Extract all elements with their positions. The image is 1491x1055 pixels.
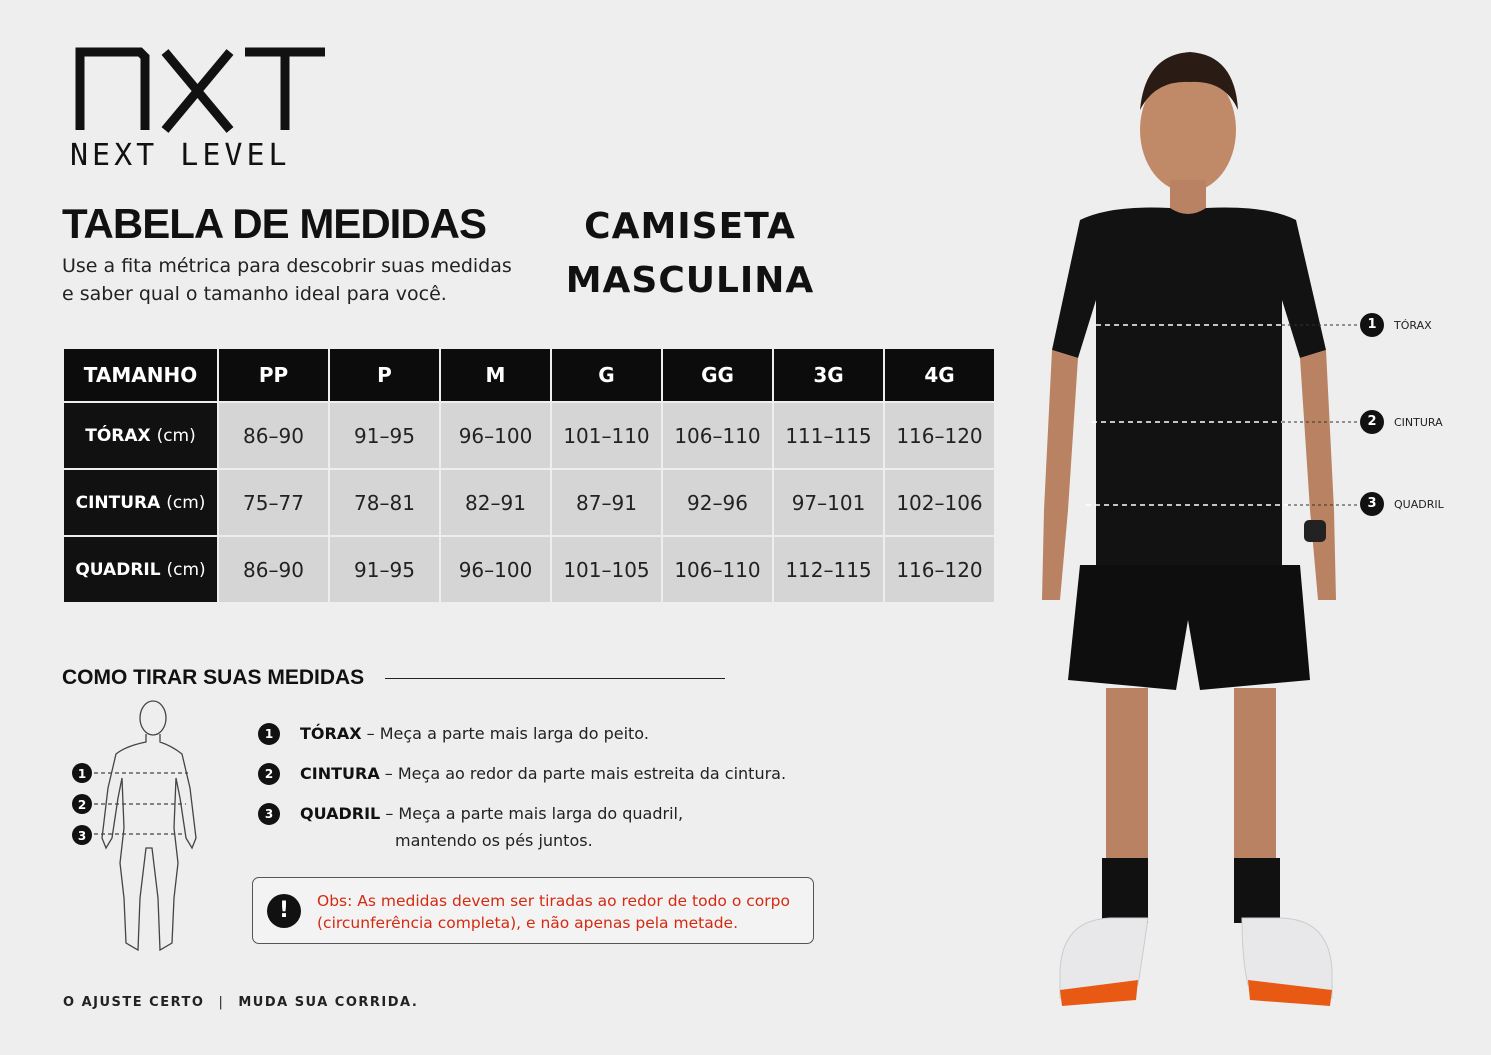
table-cell: 111–115 [773,402,884,469]
model-left-sock [1102,858,1148,923]
step-text [300,720,649,747]
table-cell: 106–110 [662,402,773,469]
size-header: M [440,348,551,402]
table-cell: 116–120 [884,402,995,469]
row-label: TÓRAX [85,425,151,446]
table-corner-header: TAMANHO [63,348,218,402]
logo-letter-x [165,52,230,130]
model-marker-2: 2 [1360,410,1384,434]
observation-box [252,877,814,944]
figure-marker-2 [72,794,92,814]
svg-text:1: 1 [77,767,87,781]
observation-line-2: (circunferência completa), e não apenas pela metade. [317,914,738,932]
exclamation-icon: ! [267,894,301,928]
size-header: GG [662,348,773,402]
size-header: PP [218,348,329,402]
size-header: 4G [884,348,995,402]
model-shorts [1068,565,1310,690]
table-cell: 75–77 [218,469,329,536]
brand-logo [70,40,330,170]
row-unit: (cm) [156,425,196,446]
svg-text:2: 2 [77,798,87,812]
step-desc: – Meça ao redor da parte mais estreita da cintura. [379,764,787,783]
size-header: P [329,348,440,402]
table-cell: 87–91 [551,469,662,536]
product-line-2: MASCULINA [565,260,815,301]
step-text [300,760,786,787]
figure-marker-3 [72,825,92,845]
model-photo [1020,40,1370,1050]
model-label-chest: TÓRAX [1394,319,1432,332]
size-header: 3G [773,348,884,402]
model-right-leg [1234,688,1276,868]
step-name: TÓRAX [300,724,362,743]
table-cell: 106–110 [662,536,773,603]
table-cell: 112–115 [773,536,884,603]
model-label-waist: CINTURA [1394,416,1443,429]
row-header [63,469,218,536]
row-label: CINTURA [75,492,161,513]
model-label-hip: QUADRIL [1394,498,1444,511]
table-cell: 86–90 [218,536,329,603]
logo-subtitle: NEXT LEVEL [70,138,291,170]
logo-letter-n [80,52,145,130]
table-cell: 101–105 [551,536,662,603]
table-row [63,536,995,603]
model-left-leg [1106,688,1148,868]
size-table [62,347,996,604]
svg-text:3: 3 [77,829,87,843]
page-title: TABELA DE MEDIDAS [62,200,486,247]
table-cell: 102–106 [884,469,995,536]
table-row [63,469,995,536]
table-cell: 116–120 [884,536,995,603]
step-number: 2 [258,763,280,785]
model-neck [1170,180,1206,215]
product-line-1: CAMISETA [584,206,796,247]
body-outline-figure [66,698,216,960]
footer-slogan [63,995,418,1010]
page-subtitle [62,252,552,308]
model-marker-1: 1 [1360,313,1384,337]
row-unit: (cm) [166,492,206,513]
table-row [63,402,995,469]
model-shirt [1052,208,1326,569]
model-right-sock [1234,858,1280,923]
model-right-arm [1300,350,1336,600]
step-number: 1 [258,723,280,745]
step-desc: – Meça a parte mais larga do quadril, [380,804,684,823]
slogan-separator: | [218,995,225,1010]
product-name [560,200,820,308]
table-cell: 92–96 [662,469,773,536]
model-left-arm [1042,350,1078,600]
step-text [300,800,683,827]
table-cell: 82–91 [440,469,551,536]
model-watch [1304,520,1326,542]
table-header-row [63,348,995,402]
how-to-title: COMO TIRAR SUAS MEDIDAS [62,666,365,689]
figure-marker-1 [72,763,92,783]
observation-text [317,890,807,934]
row-unit: (cm) [166,559,206,580]
table-cell: 91–95 [329,536,440,603]
logo-letter-t [245,52,325,130]
slogan-left: O AJUSTE CERTO [63,995,205,1010]
section-divider [385,678,725,679]
subtitle-line-1: Use a fita métrica para descobrir suas medidas [62,255,512,277]
table-cell: 101–110 [551,402,662,469]
slogan-right: MUDA SUA CORRIDA. [238,995,419,1010]
row-header [63,536,218,603]
observation-line-1: Obs: As medidas devem ser tiradas ao redor de todo o corpo [317,892,790,910]
table-cell: 96–100 [440,536,551,603]
row-header [63,402,218,469]
table-cell: 91–95 [329,402,440,469]
model-marker-3: 3 [1360,492,1384,516]
subtitle-line-2: e saber qual o tamanho ideal para você. [62,283,447,305]
step-name: QUADRIL [300,804,381,823]
size-header: G [551,348,662,402]
step-name: CINTURA [300,764,380,783]
table-cell: 78–81 [329,469,440,536]
step-desc-continued: mantendo os pés juntos. [395,831,593,850]
step-number: 3 [258,803,280,825]
table-cell: 96–100 [440,402,551,469]
step-desc: – Meça a parte mais larga do peito. [361,724,649,743]
table-cell: 86–90 [218,402,329,469]
row-label: QUADRIL [75,559,161,580]
table-cell: 97–101 [773,469,884,536]
